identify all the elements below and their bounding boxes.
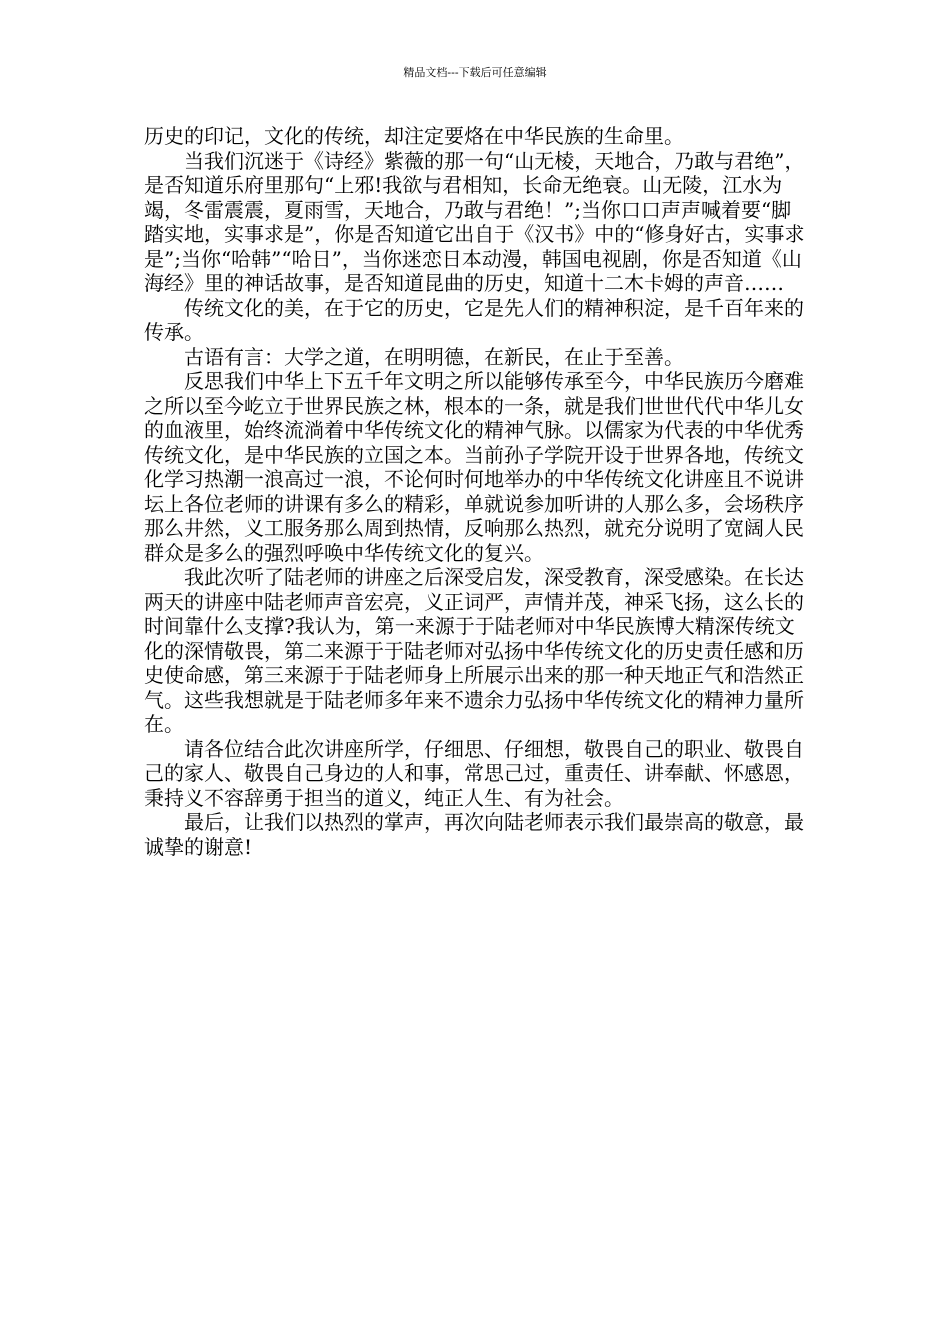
paragraph-3: 传统文化的美，在于它的历史，它是先人们的精神积淀，是千百年来的传承。 [144, 295, 804, 344]
paragraph-5: 反思我们中华上下五千年文明之所以能够传承至今，中华民族历今磨难之所以至今屹立于世界民族之林，根本的一条，就是我们世世代代中华儿女的血液里，始终流淌着中华传统文化的精神气脉。以儒家为代表的中华优秀传统文化，是中华民族的立国之本。当前孙子学院开设于世界各地，传统文化学习热潮一浪高过一浪，不论何时何地举办的中华传统文化讲座且不说讲坛上各位老师的讲课有多么的精彩，单就说参加听讲的人那么多，会场秩序那么井然，义工服务那么周到热情，反响那么热烈，就充分说明了宽阔人民群众是多么的强烈呼唤中华传统文化的复兴。 [144, 369, 804, 565]
paragraph-4: 古语有言：大学之道，在明明德，在新民，在止于至善。 [184, 344, 684, 369]
paragraph-7: 请各位结合此次讲座所学，仔细思、仔细想，敬畏自己的职业、敬畏自己的家人、敬畏自己身边的人和事，常思己过，重责任、讲奉献、怀感恩，秉持义不容辞勇于担当的道义，纯正人生、有为社会。 [144, 736, 804, 810]
paragraph-1: 历史的印记，文化的传统，却注定要烙在中华民族的生命里。 [144, 124, 684, 148]
document-body [144, 124, 810, 859]
page-header: 精品文档---下载后可任意编辑 [403, 66, 547, 79]
paragraph-8: 最后，让我们以热烈的掌声，再次向陆老师表示我们最崇高的敬意，最诚挚的谢意! [144, 810, 804, 859]
paragraph-6: 我此次听了陆老师的讲座之后深受启发，深受教育，深受感染。在长达两天的讲座中陆老师声音宏亮，义正词严，声情并茂，神采飞扬，这么长的时间靠什么支撑?我认为，第一来源于于陆老师对中华民族博大精深传统文化的深情敬畏，第二来源于于陆老师对弘扬中华传统文化的历史责任感和历史使命感，第三来源于于陆老师身上所展示出来的那一种天地正气和浩然正气。这些我想就是于陆老师多年来不遗余力弘扬中华传统文化的精神力量所在。 [144, 565, 804, 736]
paragraph-2: 当我们沉迷于《诗经》紫薇的那一句“山无棱，天地合，乃敢与君绝”，是否知道乐府里那句“上邪!我欲与君相知，长命无绝衰。山无陵，江水为竭，冬雷震震，夏雨雪，天地合，乃敢与君绝！”;当你口口声声喊着要“脚踏实地，实事求是”，你是否知道它出自于《汉书》中的“修身好古，实事求是”;当你“哈韩”“哈日”，当你迷恋日本动漫，韩国电视剧，你是否知道《山海经》里的神话故事，是否知道昆曲的历史，知道十二木卡姆的声音…… [144, 148, 805, 295]
